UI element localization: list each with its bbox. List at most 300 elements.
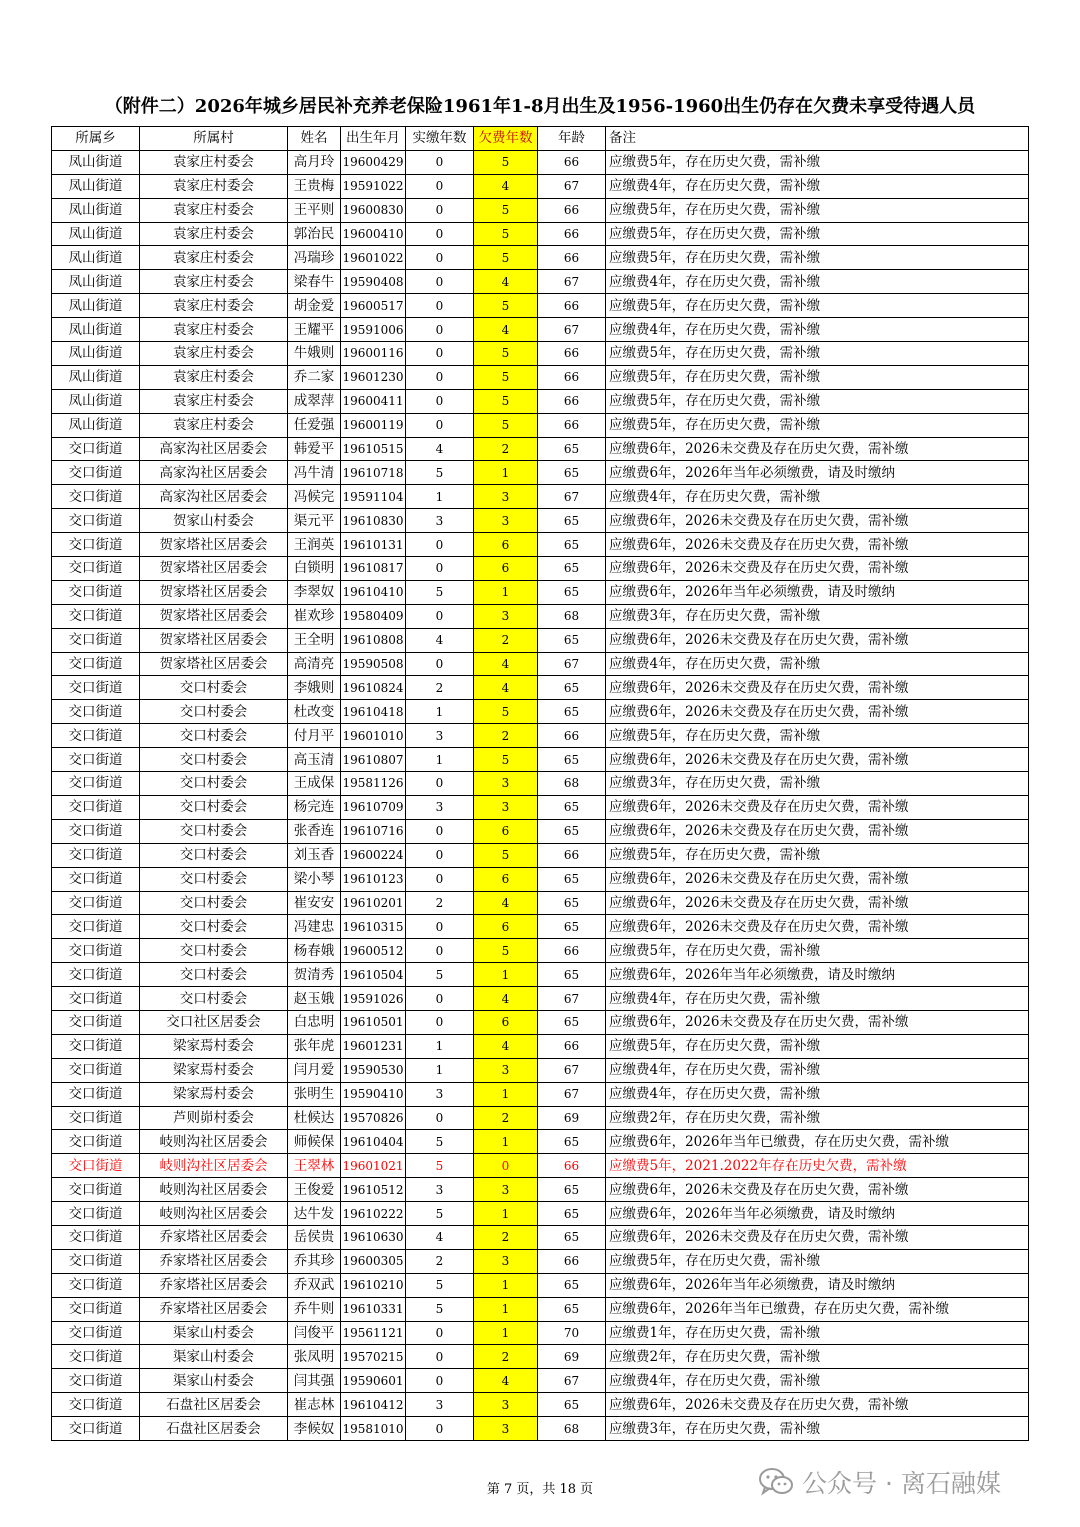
cell-paid-years: 0 (406, 413, 474, 437)
cell-name: 冯瑞珍 (288, 246, 341, 270)
cell-birth: 19610201 (341, 891, 406, 915)
cell-owed-years: 1 (474, 1273, 538, 1297)
cell-owed-years: 1 (474, 580, 538, 604)
cell-owed-years: 5 (474, 222, 538, 246)
cell-name: 王成保 (288, 772, 341, 796)
cell-birth: 19610315 (341, 915, 406, 939)
cell-village: 交口村委会 (140, 867, 288, 891)
table-row (52, 891, 1029, 915)
cell-paid-years: 0 (406, 772, 474, 796)
column-header-name: 姓名 (288, 127, 341, 151)
cell-owed-years: 6 (474, 819, 538, 843)
cell-note: 应缴费6年，2026未交费及存在历史欠费，需补缴 (606, 676, 1029, 700)
cell-age: 66 (538, 222, 606, 246)
cell-owed-years: 3 (474, 604, 538, 628)
table-row (52, 1225, 1029, 1249)
cell-township: 交口街道 (52, 939, 140, 963)
cell-birth: 19591104 (341, 485, 406, 509)
table-row (52, 1082, 1029, 1106)
cell-village: 贺家塔社区居委会 (140, 580, 288, 604)
table-row (52, 628, 1029, 652)
cell-paid-years: 3 (406, 509, 474, 533)
cell-age: 67 (538, 1082, 606, 1106)
cell-township: 交口街道 (52, 795, 140, 819)
cell-age: 68 (538, 772, 606, 796)
cell-name: 张凤明 (288, 1345, 341, 1369)
cell-birth: 19610123 (341, 867, 406, 891)
cell-age: 65 (538, 461, 606, 485)
cell-paid-years: 2 (406, 891, 474, 915)
cell-village: 交口村委会 (140, 939, 288, 963)
table-row (52, 795, 1029, 819)
cell-name: 闫俊平 (288, 1321, 341, 1345)
cell-note: 应缴费1年，存在历史欠费，需补缴 (606, 1321, 1029, 1345)
table-row (52, 294, 1029, 318)
cell-village: 乔家塔社区居委会 (140, 1225, 288, 1249)
cell-township: 凤山街道 (52, 389, 140, 413)
cell-birth: 19561121 (341, 1321, 406, 1345)
cell-paid-years: 4 (406, 628, 474, 652)
cell-birth: 19610418 (341, 700, 406, 724)
cell-birth: 19610807 (341, 748, 406, 772)
table-row (52, 318, 1029, 342)
cell-township: 交口街道 (52, 987, 140, 1011)
table-row (52, 533, 1029, 557)
cell-note: 应缴费6年，2026未交费及存在历史欠费，需补缴 (606, 867, 1029, 891)
cell-birth: 19601022 (341, 246, 406, 270)
cell-name: 高清亮 (288, 652, 341, 676)
table-row (52, 413, 1029, 437)
table-row (52, 1417, 1029, 1441)
cell-village: 交口社区居委会 (140, 1010, 288, 1034)
cell-paid-years: 5 (406, 1130, 474, 1154)
cell-village: 交口村委会 (140, 700, 288, 724)
cell-paid-years: 0 (406, 389, 474, 413)
cell-name: 王平则 (288, 198, 341, 222)
cell-age: 65 (538, 509, 606, 533)
cell-owed-years: 4 (474, 891, 538, 915)
cell-note: 应缴费6年，2026未交费及存在历史欠费，需补缴 (606, 437, 1029, 461)
cell-owed-years: 3 (474, 509, 538, 533)
cell-township: 交口街道 (52, 843, 140, 867)
cell-name: 杜改变 (288, 700, 341, 724)
cell-village: 渠家山村委会 (140, 1321, 288, 1345)
cell-township: 凤山街道 (52, 174, 140, 198)
cell-village: 梁家焉村委会 (140, 1034, 288, 1058)
cell-village: 乔家塔社区居委会 (140, 1297, 288, 1321)
cell-note: 应缴费4年，存在历史欠费，需补缴 (606, 318, 1029, 342)
cell-birth: 19601010 (341, 724, 406, 748)
cell-birth: 19590601 (341, 1369, 406, 1393)
cell-township: 凤山街道 (52, 413, 140, 437)
cell-name: 李娥则 (288, 676, 341, 700)
cell-birth: 19610412 (341, 1393, 406, 1417)
cell-birth: 19570826 (341, 1106, 406, 1130)
cell-birth: 19610512 (341, 1178, 406, 1202)
cell-birth: 19601231 (341, 1034, 406, 1058)
cell-age: 66 (538, 843, 606, 867)
cell-birth: 19590530 (341, 1058, 406, 1082)
cell-owed-years: 4 (474, 270, 538, 294)
cell-birth: 19610817 (341, 557, 406, 581)
cell-village: 贺家塔社区居委会 (140, 652, 288, 676)
cell-birth: 19600224 (341, 843, 406, 867)
cell-township: 交口街道 (52, 652, 140, 676)
cell-age: 65 (538, 1273, 606, 1297)
cell-township: 交口街道 (52, 1202, 140, 1226)
cell-note: 应缴费5年，存在历史欠费，需补缴 (606, 413, 1029, 437)
cell-note: 应缴费6年，2026年当年必须缴费，请及时缴纳 (606, 963, 1029, 987)
cell-township: 凤山街道 (52, 318, 140, 342)
cell-name: 韩爱平 (288, 437, 341, 461)
cell-village: 渠家山村委会 (140, 1369, 288, 1393)
cell-birth: 19581126 (341, 772, 406, 796)
cell-note: 应缴费3年，存在历史欠费，需补缴 (606, 1417, 1029, 1441)
cell-owed-years: 5 (474, 700, 538, 724)
table-row (52, 580, 1029, 604)
cell-paid-years: 0 (406, 557, 474, 581)
cell-name: 付月平 (288, 724, 341, 748)
cell-paid-years: 0 (406, 533, 474, 557)
cell-paid-years: 0 (406, 843, 474, 867)
cell-village: 高家沟社区居委会 (140, 461, 288, 485)
cell-name: 杜候达 (288, 1106, 341, 1130)
cell-note: 应缴费6年，2026未交费及存在历史欠费，需补缴 (606, 533, 1029, 557)
cell-township: 交口街道 (52, 748, 140, 772)
cell-township: 交口街道 (52, 867, 140, 891)
cell-owed-years: 6 (474, 915, 538, 939)
cell-paid-years: 0 (406, 915, 474, 939)
cell-note: 应缴费5年，存在历史欠费，需补缴 (606, 365, 1029, 389)
cell-paid-years: 5 (406, 1202, 474, 1226)
table-row (52, 1345, 1029, 1369)
cell-name: 张香连 (288, 819, 341, 843)
cell-birth: 19600411 (341, 389, 406, 413)
table-row (52, 987, 1029, 1011)
cell-birth: 19610515 (341, 437, 406, 461)
cell-age: 65 (538, 1297, 606, 1321)
cell-age: 67 (538, 318, 606, 342)
table-row (52, 1202, 1029, 1226)
cell-paid-years: 0 (406, 1417, 474, 1441)
cell-paid-years: 4 (406, 437, 474, 461)
cell-village: 袁家庄村委会 (140, 294, 288, 318)
cell-township: 交口街道 (52, 1058, 140, 1082)
cell-village: 贺家塔社区居委会 (140, 557, 288, 581)
cell-paid-years: 0 (406, 1321, 474, 1345)
roster-table (51, 126, 1029, 1441)
cell-birth: 19610718 (341, 461, 406, 485)
cell-township: 交口街道 (52, 1082, 140, 1106)
cell-name: 冯牛清 (288, 461, 341, 485)
cell-paid-years: 0 (406, 819, 474, 843)
cell-village: 贺家塔社区居委会 (140, 628, 288, 652)
cell-owed-years: 2 (474, 1225, 538, 1249)
cell-birth: 19590508 (341, 652, 406, 676)
cell-paid-years: 0 (406, 1345, 474, 1369)
cell-township: 交口街道 (52, 461, 140, 485)
cell-paid-years: 3 (406, 1178, 474, 1202)
cell-age: 67 (538, 270, 606, 294)
cell-township: 交口街道 (52, 1345, 140, 1369)
cell-name: 赵玉娥 (288, 987, 341, 1011)
cell-village: 袁家庄村委会 (140, 342, 288, 366)
table-row (52, 1154, 1029, 1178)
cell-note: 应缴费2年，存在历史欠费，需补缴 (606, 1345, 1029, 1369)
cell-name: 牛娥则 (288, 342, 341, 366)
cell-paid-years: 4 (406, 1225, 474, 1249)
cell-note: 应缴费6年，2026未交费及存在历史欠费，需补缴 (606, 628, 1029, 652)
cell-village: 交口村委会 (140, 843, 288, 867)
cell-owed-years: 3 (474, 1393, 538, 1417)
cell-township: 交口街道 (52, 1106, 140, 1130)
cell-note: 应缴费6年，2026年当年必须缴费，请及时缴纳 (606, 1273, 1029, 1297)
cell-birth: 19610808 (341, 628, 406, 652)
cell-owed-years: 4 (474, 1034, 538, 1058)
table-row (52, 676, 1029, 700)
cell-village: 交口村委会 (140, 795, 288, 819)
cell-age: 66 (538, 246, 606, 270)
cell-township: 交口街道 (52, 557, 140, 581)
cell-owed-years: 5 (474, 150, 538, 174)
cell-paid-years: 0 (406, 987, 474, 1011)
cell-name: 闫月爱 (288, 1058, 341, 1082)
cell-name: 王翠林 (288, 1154, 341, 1178)
cell-age: 66 (538, 198, 606, 222)
cell-birth: 19610131 (341, 533, 406, 557)
cell-note: 应缴费5年，存在历史欠费，需补缴 (606, 294, 1029, 318)
cell-owed-years: 6 (474, 1010, 538, 1034)
cell-age: 66 (538, 294, 606, 318)
cell-age: 65 (538, 437, 606, 461)
cell-name: 王俊爱 (288, 1178, 341, 1202)
table-row (52, 1273, 1029, 1297)
cell-village: 交口村委会 (140, 748, 288, 772)
column-header-township: 所属乡 (52, 127, 140, 151)
cell-village: 交口村委会 (140, 915, 288, 939)
cell-note: 应缴费6年，2026未交费及存在历史欠费，需补缴 (606, 819, 1029, 843)
cell-township: 凤山街道 (52, 150, 140, 174)
cell-paid-years: 0 (406, 294, 474, 318)
table-row (52, 198, 1029, 222)
table-row (52, 1393, 1029, 1417)
cell-birth: 19600305 (341, 1249, 406, 1273)
cell-owed-years: 1 (474, 1130, 538, 1154)
cell-paid-years: 0 (406, 604, 474, 628)
cell-village: 石盘社区居委会 (140, 1417, 288, 1441)
cell-age: 66 (538, 724, 606, 748)
cell-birth: 19591022 (341, 174, 406, 198)
cell-owed-years: 1 (474, 1321, 538, 1345)
cell-birth: 19590410 (341, 1082, 406, 1106)
cell-township: 交口街道 (52, 1225, 140, 1249)
table-row (52, 1034, 1029, 1058)
cell-age: 65 (538, 819, 606, 843)
cell-owed-years: 2 (474, 437, 538, 461)
cell-village: 袁家庄村委会 (140, 365, 288, 389)
cell-township: 凤山街道 (52, 294, 140, 318)
cell-note: 应缴费5年，存在历史欠费，需补缴 (606, 843, 1029, 867)
cell-owed-years: 0 (474, 1154, 538, 1178)
cell-village: 袁家庄村委会 (140, 150, 288, 174)
cell-village: 袁家庄村委会 (140, 222, 288, 246)
cell-age: 65 (538, 580, 606, 604)
cell-name: 王全明 (288, 628, 341, 652)
cell-age: 67 (538, 485, 606, 509)
cell-birth: 19610222 (341, 1202, 406, 1226)
table-row (52, 174, 1029, 198)
cell-note: 应缴费6年，2026未交费及存在历史欠费，需补缴 (606, 1225, 1029, 1249)
cell-name: 渠元平 (288, 509, 341, 533)
cell-paid-years: 1 (406, 700, 474, 724)
cell-paid-years: 0 (406, 1369, 474, 1393)
table-row (52, 843, 1029, 867)
cell-village: 交口村委会 (140, 987, 288, 1011)
cell-village: 乔家塔社区居委会 (140, 1273, 288, 1297)
table-row (52, 1010, 1029, 1034)
cell-owed-years: 3 (474, 485, 538, 509)
cell-note: 应缴费4年，存在历史欠费，需补缴 (606, 652, 1029, 676)
cell-name: 冯候完 (288, 485, 341, 509)
cell-village: 芦则峁村委会 (140, 1106, 288, 1130)
cell-name: 李翠奴 (288, 580, 341, 604)
cell-owed-years: 3 (474, 772, 538, 796)
table-row (52, 342, 1029, 366)
cell-village: 渠家山村委会 (140, 1345, 288, 1369)
cell-township: 交口街道 (52, 1010, 140, 1034)
cell-birth: 19600116 (341, 342, 406, 366)
cell-name: 张年虎 (288, 1034, 341, 1058)
cell-paid-years: 2 (406, 1249, 474, 1273)
cell-owed-years: 5 (474, 365, 538, 389)
cell-name: 王耀平 (288, 318, 341, 342)
table-row (52, 1130, 1029, 1154)
cell-birth: 19581010 (341, 1417, 406, 1441)
cell-age: 65 (538, 557, 606, 581)
cell-name: 白锁明 (288, 557, 341, 581)
column-header-age: 年龄 (538, 127, 606, 151)
cell-age: 65 (538, 891, 606, 915)
cell-paid-years: 0 (406, 198, 474, 222)
cell-note: 应缴费4年，存在历史欠费，需补缴 (606, 987, 1029, 1011)
cell-township: 交口街道 (52, 485, 140, 509)
cell-paid-years: 0 (406, 365, 474, 389)
cell-age: 65 (538, 1178, 606, 1202)
cell-owed-years: 5 (474, 246, 538, 270)
cell-age: 67 (538, 174, 606, 198)
cell-township: 交口街道 (52, 724, 140, 748)
cell-township: 凤山街道 (52, 342, 140, 366)
cell-age: 65 (538, 628, 606, 652)
table-row (52, 222, 1029, 246)
cell-paid-years: 0 (406, 150, 474, 174)
cell-owed-years: 4 (474, 676, 538, 700)
table-row (52, 724, 1029, 748)
cell-paid-years: 0 (406, 246, 474, 270)
cell-note: 应缴费4年，存在历史欠费，需补缴 (606, 1369, 1029, 1393)
cell-name: 崔志林 (288, 1393, 341, 1417)
cell-note: 应缴费5年，存在历史欠费，需补缴 (606, 150, 1029, 174)
table-row (52, 1249, 1029, 1273)
cell-owed-years: 6 (474, 557, 538, 581)
cell-paid-years: 0 (406, 342, 474, 366)
cell-village: 袁家庄村委会 (140, 198, 288, 222)
cell-township: 交口街道 (52, 1154, 140, 1178)
cell-paid-years: 1 (406, 485, 474, 509)
table-row (52, 365, 1029, 389)
cell-owed-years: 1 (474, 461, 538, 485)
cell-birth: 19610404 (341, 1130, 406, 1154)
cell-note: 应缴费5年，存在历史欠费，需补缴 (606, 198, 1029, 222)
cell-note: 应缴费6年，2026年当年必须缴费，请及时缴纳 (606, 1202, 1029, 1226)
cell-township: 交口街道 (52, 1297, 140, 1321)
cell-owed-years: 3 (474, 1178, 538, 1202)
cell-owed-years: 5 (474, 413, 538, 437)
cell-village: 袁家庄村委会 (140, 246, 288, 270)
cell-note: 应缴费6年，2026未交费及存在历史欠费，需补缴 (606, 915, 1029, 939)
cell-note: 应缴费6年，2026未交费及存在历史欠费，需补缴 (606, 700, 1029, 724)
table-row (52, 437, 1029, 461)
cell-paid-years: 0 (406, 318, 474, 342)
cell-birth: 19610504 (341, 963, 406, 987)
cell-owed-years: 6 (474, 533, 538, 557)
cell-age: 66 (538, 389, 606, 413)
cell-owed-years: 3 (474, 795, 538, 819)
cell-owed-years: 4 (474, 1369, 538, 1393)
cell-owed-years: 5 (474, 843, 538, 867)
cell-name: 岳侯贵 (288, 1225, 341, 1249)
cell-birth: 19600429 (341, 150, 406, 174)
cell-village: 岐则沟社区居委会 (140, 1202, 288, 1226)
cell-name: 达牛发 (288, 1202, 341, 1226)
cell-age: 65 (538, 1393, 606, 1417)
cell-note: 应缴费6年，2026未交费及存在历史欠费，需补缴 (606, 795, 1029, 819)
cell-age: 66 (538, 1034, 606, 1058)
cell-age: 65 (538, 867, 606, 891)
cell-name: 胡金爱 (288, 294, 341, 318)
cell-owed-years: 4 (474, 318, 538, 342)
cell-paid-years: 1 (406, 748, 474, 772)
cell-township: 凤山街道 (52, 198, 140, 222)
cell-paid-years: 5 (406, 1273, 474, 1297)
cell-age: 65 (538, 700, 606, 724)
cell-age: 65 (538, 915, 606, 939)
cell-name: 杨完连 (288, 795, 341, 819)
cell-township: 交口街道 (52, 1393, 140, 1417)
cell-paid-years: 5 (406, 963, 474, 987)
column-header-owed-years: 欠费年数 (474, 127, 538, 151)
cell-birth: 19610210 (341, 1273, 406, 1297)
table-row (52, 963, 1029, 987)
cell-paid-years: 0 (406, 1106, 474, 1130)
cell-note: 应缴费5年，存在历史欠费，需补缴 (606, 1249, 1029, 1273)
column-header-village: 所属村 (140, 127, 288, 151)
table-row (52, 1297, 1029, 1321)
cell-name: 高月玲 (288, 150, 341, 174)
cell-age: 70 (538, 1321, 606, 1345)
cell-township: 交口街道 (52, 1034, 140, 1058)
cell-note: 应缴费6年，2026未交费及存在历史欠费，需补缴 (606, 1393, 1029, 1417)
cell-owed-years: 5 (474, 748, 538, 772)
cell-paid-years: 3 (406, 1082, 474, 1106)
cell-name: 李候奴 (288, 1417, 341, 1441)
cell-village: 贺家山村委会 (140, 509, 288, 533)
cell-owed-years: 4 (474, 987, 538, 1011)
cell-age: 67 (538, 1369, 606, 1393)
cell-age: 65 (538, 1225, 606, 1249)
cell-name: 崔安安 (288, 891, 341, 915)
cell-age: 66 (538, 1154, 606, 1178)
